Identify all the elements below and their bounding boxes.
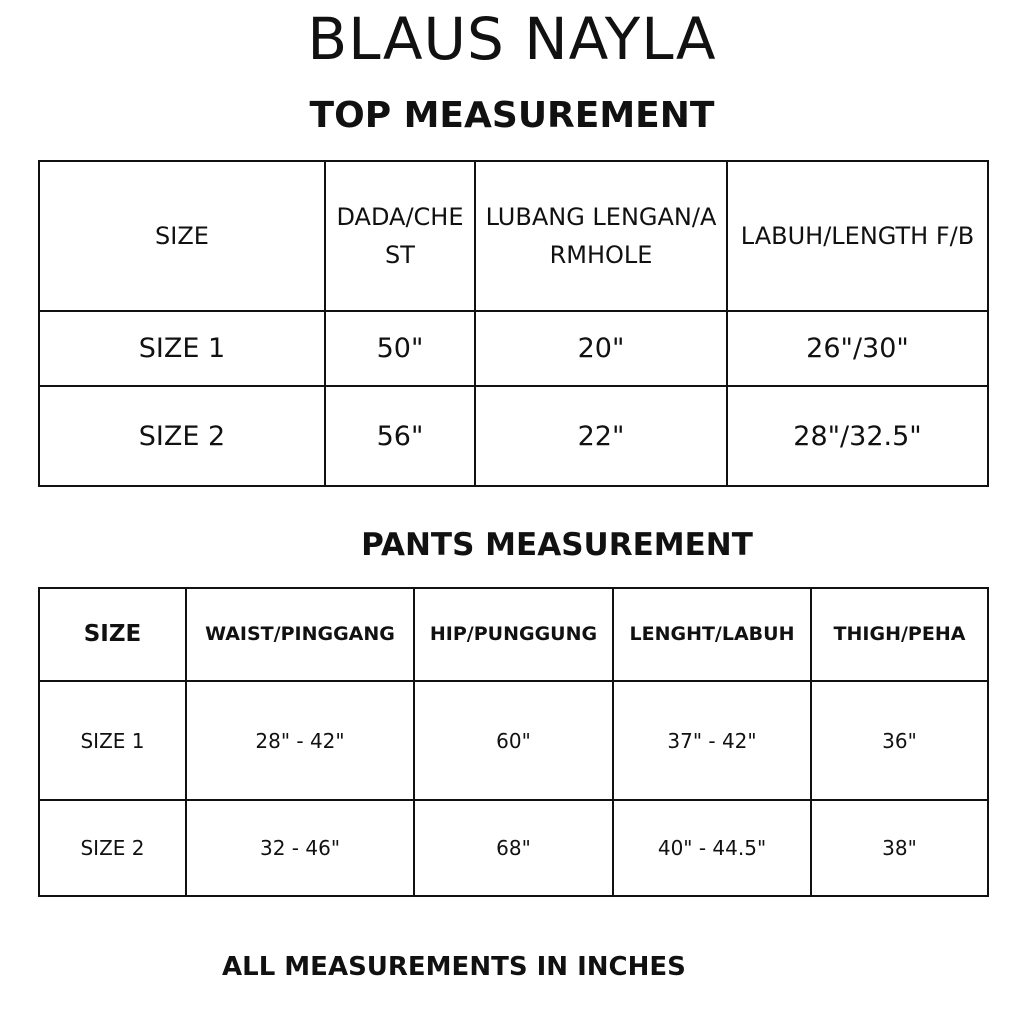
pants-measurement-heading: PANTS MEASUREMENT	[361, 527, 753, 563]
table-cell: SIZE 2	[39, 386, 325, 486]
column-header-size: SIZE	[39, 588, 186, 681]
table-cell: 60"	[414, 681, 613, 800]
table-row	[39, 800, 988, 896]
table-row	[39, 311, 988, 386]
table-cell: 22"	[475, 386, 727, 486]
table-cell: 28"/32.5"	[727, 386, 988, 486]
top-measurement-heading: TOP MEASUREMENT	[309, 95, 715, 136]
page-title: BLAUS NAYLA	[307, 5, 717, 73]
table-header-row	[39, 588, 988, 681]
column-header-length: LENGHT/LABUH	[613, 588, 811, 681]
table-cell: 68"	[414, 800, 613, 896]
table-cell: 32 - 46"	[186, 800, 414, 896]
table-cell: SIZE 1	[39, 681, 186, 800]
column-header-armhole: LUBANG LENGAN/ARMHOLE	[475, 161, 727, 311]
table-cell: 50"	[325, 311, 475, 386]
table-row	[39, 681, 988, 800]
table-cell: 40" - 44.5"	[613, 800, 811, 896]
table-row	[39, 386, 988, 486]
column-header-length: LABUH/LENGTH F/B	[727, 161, 988, 311]
pants-measurement-table	[38, 587, 989, 897]
table-cell: 20"	[475, 311, 727, 386]
table-cell: 37" - 42"	[613, 681, 811, 800]
table-header-row	[39, 161, 988, 311]
table-cell: SIZE 1	[39, 311, 325, 386]
table-cell: 38"	[811, 800, 988, 896]
column-header-thigh: THIGH/PEHA	[811, 588, 988, 681]
top-measurement-table	[38, 160, 989, 487]
table-cell: 28" - 42"	[186, 681, 414, 800]
table-cell: 36"	[811, 681, 988, 800]
table-cell: 56"	[325, 386, 475, 486]
table-cell: SIZE 2	[39, 800, 186, 896]
column-header-chest: DADA/CHEST	[325, 161, 475, 311]
column-header-waist: WAIST/PINGGANG	[186, 588, 414, 681]
column-header-size: SIZE	[39, 161, 325, 311]
column-header-hip: HIP/PUNGGUNG	[414, 588, 613, 681]
footer-note: ALL MEASUREMENTS IN INCHES	[222, 952, 686, 982]
table-cell: 26"/30"	[727, 311, 988, 386]
